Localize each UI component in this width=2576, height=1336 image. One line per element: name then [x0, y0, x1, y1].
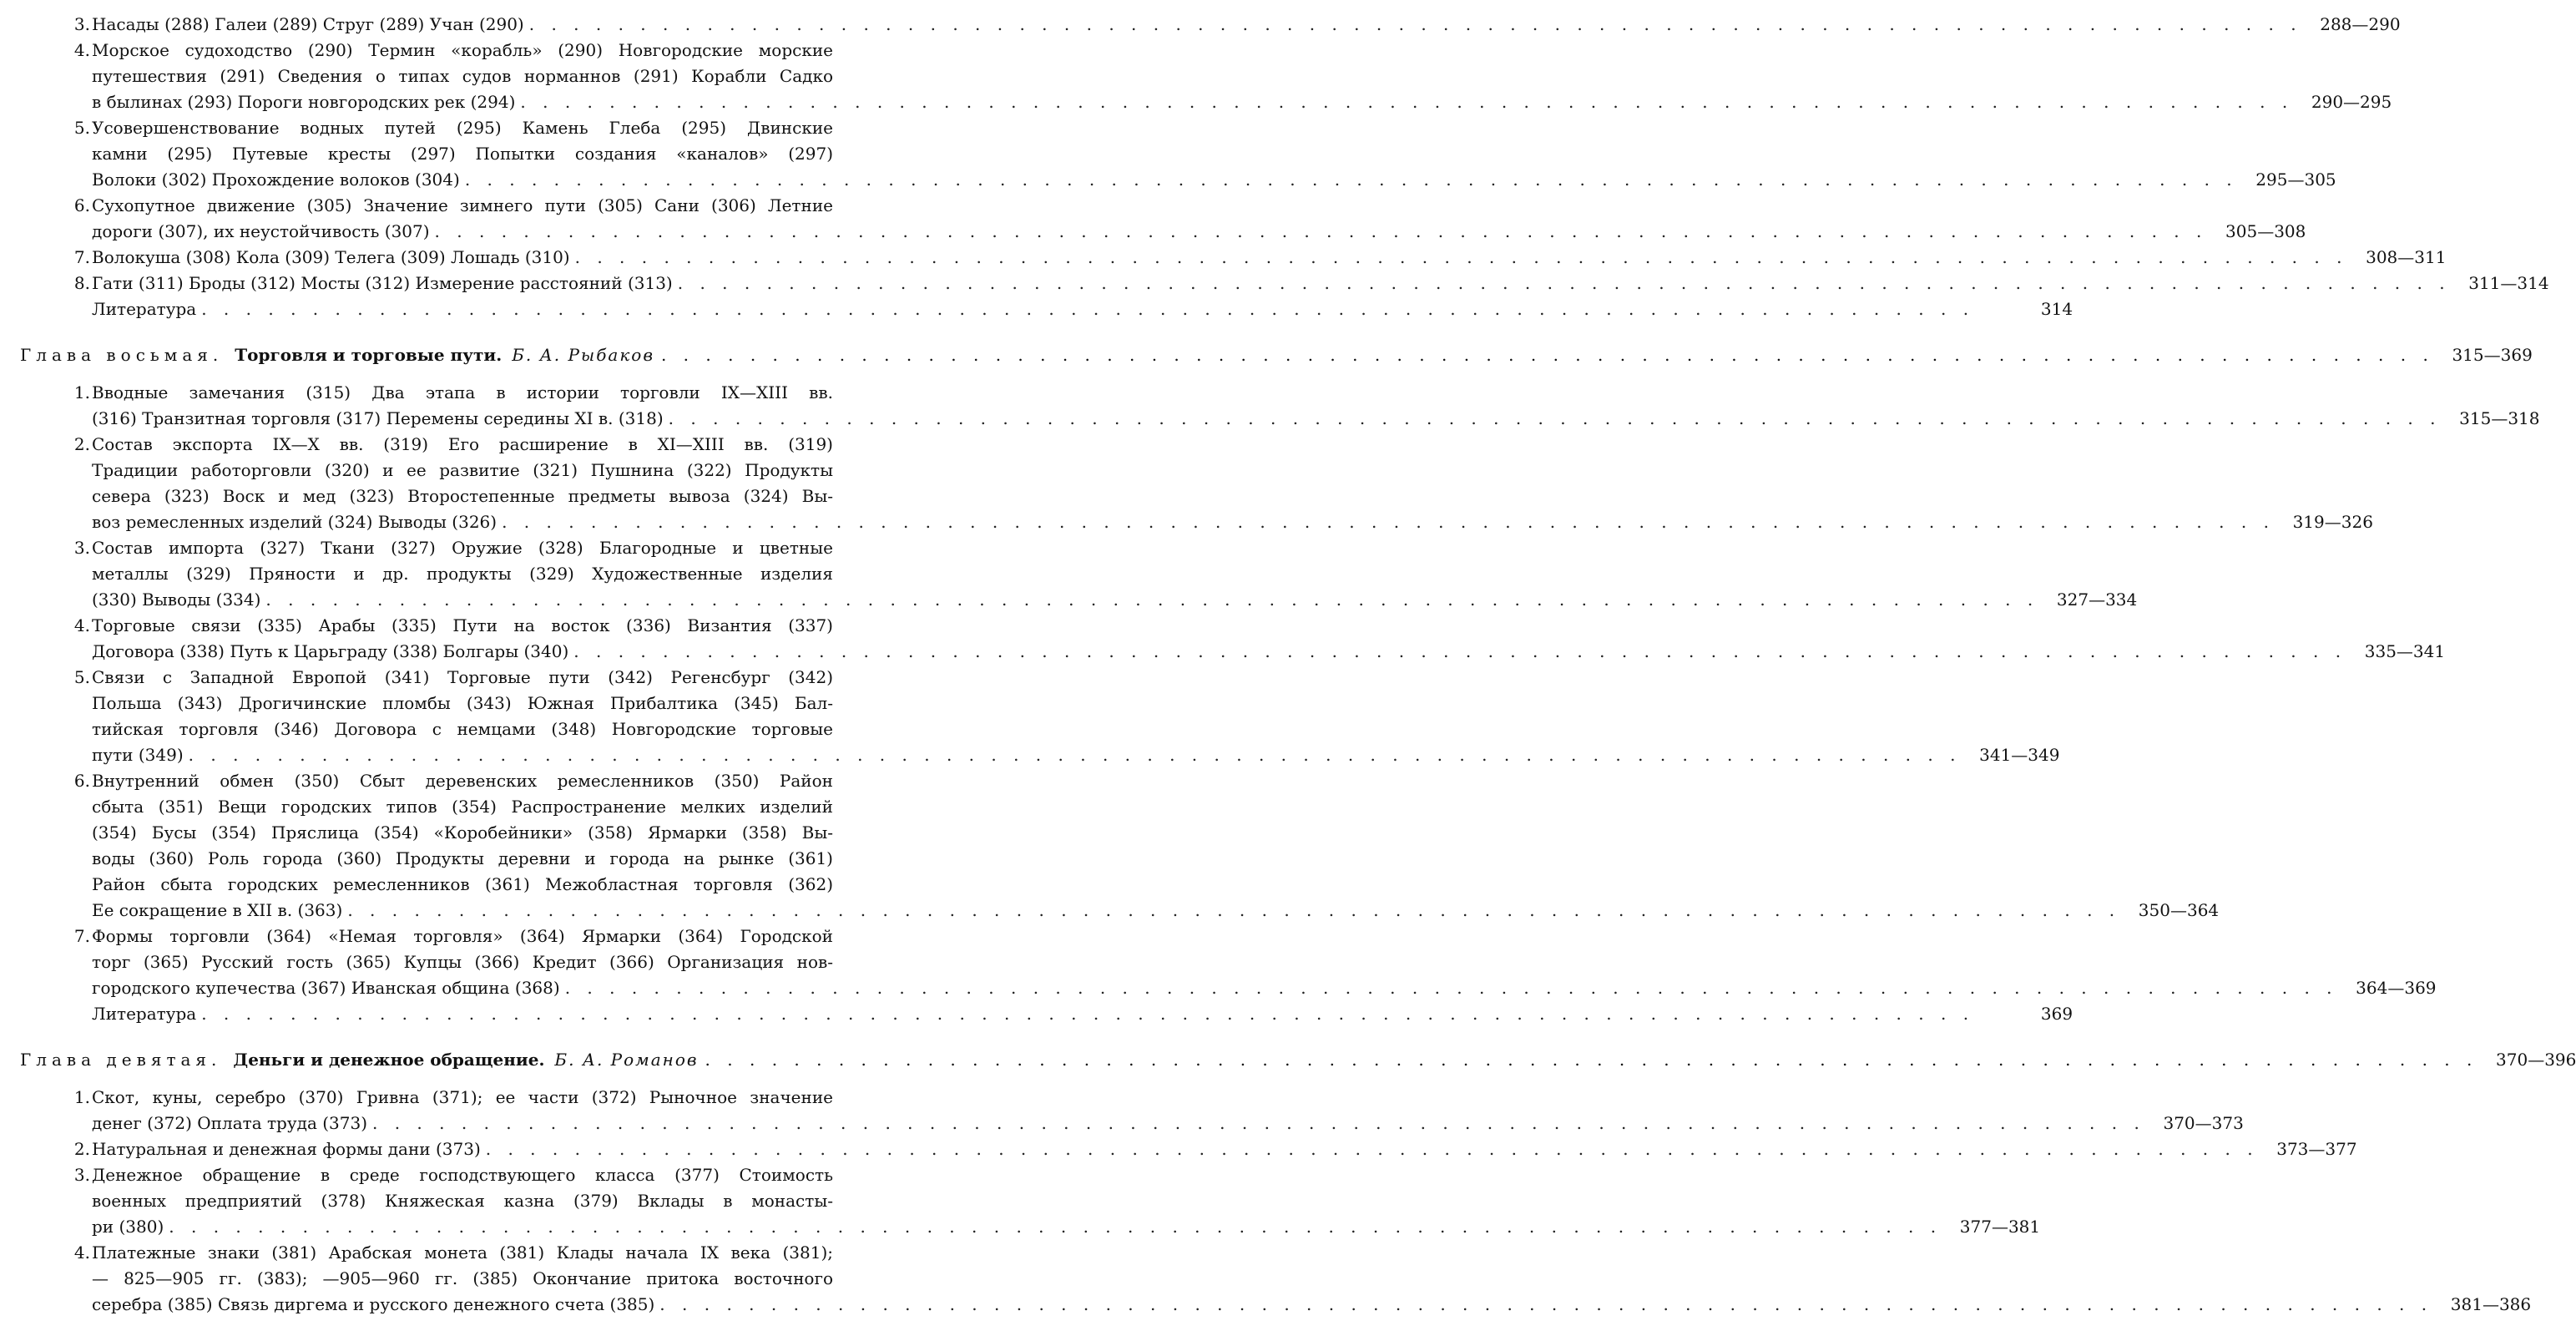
chapter-title: Деньги и денежное обращение.	[233, 1050, 545, 1070]
entry-text	[92, 535, 2138, 613]
entry-text	[92, 380, 2540, 432]
entry-line: денег (372) Оплата труда (373)	[92, 1113, 367, 1133]
entry-number: 8.	[73, 273, 90, 293]
entry-pages: 341—349	[1979, 745, 2060, 765]
dot-leader: . . . . . . . . . . . . . . . . . . . . . . . . . . . . . . . . . . . . . . . . . . . . . . . . . . . . . . . . . . . . . . . . . . . . . . . . . . . . . . . .	[485, 1139, 2259, 1159]
entry-line: Состав экспорта IX—X вв. (319) Его расширение в XI—XIII вв. (319)	[92, 434, 833, 454]
entry-number: 6.	[73, 195, 90, 215]
toc-entry	[65, 924, 2437, 1001]
toc-entry	[65, 271, 2549, 296]
entry-number: 2.	[73, 434, 90, 454]
entry-pages: 319—326	[2292, 512, 2373, 532]
entry-line: Формы торговли (364) «Немая торговля» (364) Ярмарки (364) Городской	[92, 926, 833, 946]
dot-leader: . . . . . . . . . . . . . . . . . . . . . . . . . . . . . . . . . . . . . . . . . . . . . . . . . . . . . . . . . . . . . . . . . . . . . . . . . . . . . . . .	[520, 92, 2294, 112]
entry-number: 3.	[73, 538, 90, 558]
entry-pages: 295—305	[2255, 170, 2336, 190]
entry-line: ри (380)	[92, 1217, 164, 1237]
entry-line: Литература	[92, 299, 197, 319]
entry-line: путешествия (291) Сведения о типах судов норманнов (291) Корабли Садко	[92, 66, 833, 86]
chapter-pages: 315—369	[2452, 345, 2533, 365]
entry-last-line	[92, 406, 2540, 432]
toc-entry	[65, 38, 2392, 115]
entry-text	[92, 1085, 2244, 1136]
toc-entry	[65, 432, 2373, 535]
chapter-heading	[20, 1047, 2576, 1073]
entry-line: городского купечества (367) Иванская община (368)	[92, 978, 560, 998]
entry-number: 6.	[73, 771, 90, 791]
entry-line: Насады (288) Галеи (289) Струг (289) Учан (290)	[92, 14, 524, 34]
chapter-pages: 370—396	[2496, 1050, 2576, 1070]
entry-line: Район сбыта городских ремесленников (361) Межобластная торговля (362)	[92, 874, 833, 894]
chapter-author: Б. А. Рыбаков	[512, 345, 654, 365]
entry-number: 7.	[73, 247, 90, 267]
dot-leader: . . . . . . . . . . . . . . . . . . . . . . . . . . . . . . . . . . . . . . . . . . . . . . . . . . . . . . . . . . . . . . . . . . . . . . . . . . . . . . . .	[464, 170, 2238, 190]
entry-pages: 364—369	[2356, 978, 2437, 998]
entry-line: Внутренний обмен (350) Сбыт деревенских ремесленников (350) Район	[92, 771, 833, 791]
entry-line: Ее сокращение в XII в. (363)	[92, 900, 343, 920]
entry-text	[92, 768, 2220, 924]
chapter-title: Торговля и торговые пути.	[235, 345, 503, 365]
dot-leader: . . . . . . . . . . . . . . . . . . . . . . . . . . . . . . . . . . . . . . . . . . . . . . . . . . . . . . . . . . . . . . . . . . . . . . . . . . . . . . . .	[188, 745, 1962, 765]
dot-leader: . . . . . . . . . . . . . . . . . . . . . . . . . . . . . . . . . . . . . . . . . . . . . . . . . . . . . . . . . . . . . . . . . . . . . . . . . . . . . . . .	[705, 1050, 2478, 1070]
entry-line: воз ремесленных изделий (324) Выводы (326)	[92, 512, 498, 532]
entry-number: 1.	[73, 382, 90, 402]
entry-number: 3.	[73, 1165, 90, 1185]
entry-line: Договора (338) Путь к Царьграду (338) Болгары (340)	[92, 641, 569, 661]
entry-last-line	[92, 1292, 2532, 1318]
spacer	[0, 368, 967, 380]
entry-last-line	[92, 639, 2446, 665]
toc-entry	[65, 245, 2447, 271]
toc-entry	[65, 380, 2540, 432]
entry-line: металлы (329) Пряности и др. продукты (329) Художественные изделия	[92, 564, 833, 584]
entry-last-line	[92, 167, 2336, 193]
toc-entry	[65, 12, 2401, 38]
entry-line: севера (323) Воск и мед (323) Второстепенные предметы вывоза (324) Вы-	[92, 486, 833, 506]
entry-line: сбыта (351) Вещи городских типов (354) Распространение мелких изделий	[92, 797, 833, 817]
entry-line: Волоки (302) Прохождение волоков (304)	[92, 170, 460, 190]
dot-leader: . . . . . . . . . . . . . . . . . . . . . . . . . . . . . . . . . . . . . . . . . . . . . . . . . . . . . . . . . . . . . . . . . . . . . . . . . . . . . . . .	[169, 1217, 1942, 1237]
entry-last-line	[92, 245, 2447, 271]
dot-leader: . . . . . . . . . . . . . . . . . . . . . . . . . . . . . . . . . . . . . . . . . . . . . . . . . . . . . . . . . . . . . . . . . . . . . . . . . . . . . . . .	[564, 978, 2338, 998]
entry-pages: 369	[2040, 1004, 2073, 1024]
entry-last-line	[92, 219, 2306, 245]
entry-text	[92, 432, 2373, 535]
dot-leader: . . . . . . . . . . . . . . . . . . . . . . . . . . . . . . . . . . . . . . . . . . . . . . . . . . . . . . . . . . . . . . . . . . . . . . . . . . . . . . . .	[434, 221, 2208, 241]
entry-line: — 825—905 гг. (383); —905—960 гг. (385) Окончание притока восточного	[92, 1268, 833, 1288]
entry-pages: 290—295	[2311, 92, 2392, 112]
spacer	[0, 1073, 967, 1085]
toc-entry	[65, 1001, 2073, 1027]
toc-entry	[65, 115, 2336, 193]
toc-entry	[65, 1136, 2357, 1162]
entry-line: в былинах (293) Пороги новгородских рек (294)	[92, 92, 516, 112]
dot-leader: . . . . . . . . . . . . . . . . . . . . . . . . . . . . . . . . . . . . . . . . . . . . . . . . . . . . . . . . . . . . . . . . . . . . . . . . . . . . . . . .	[659, 1294, 2433, 1314]
entry-pages: 314	[2040, 299, 2073, 319]
entry-number: 4.	[73, 1242, 90, 1263]
entry-line: Платежные знаки (381) Арабская монета (381) Клады начала IX века (381);	[92, 1242, 833, 1263]
entry-last-line	[92, 975, 2437, 1001]
entry-pages: 315—318	[2459, 408, 2540, 428]
entry-line: Скот, куны, серебро (370) Гривна (371); ее части (372) Рыночное значение	[92, 1087, 833, 1107]
entry-line: тийская торговля (346) Договора с немцами (348) Новгородские торговые	[92, 719, 833, 739]
entry-line: Вводные замечания (315) Два этапа в истории торговли IX—XIII вв.	[92, 382, 833, 402]
toc-entry	[65, 1085, 2244, 1136]
entry-line: торг (365) Русский гость (365) Купцы (366) Кредит (366) Организация нов-	[92, 952, 833, 972]
toc-entry	[65, 665, 2060, 768]
dot-leader: . . . . . . . . . . . . . . . . . . . . . . . . . . . . . . . . . . . . . . . . . . . . . . . . . . . . . . . . . . . . . . . . . . . . . . . . . . . . . . . .	[201, 299, 1975, 319]
entry-line: дороги (307), их неустойчивость (307)	[92, 221, 430, 241]
entry-pages: 288—290	[2320, 14, 2401, 34]
toc-entry	[65, 535, 2138, 613]
chapter-label: Глава восьмая.	[20, 345, 224, 365]
entry-text	[92, 38, 2392, 115]
chapter-heading	[20, 342, 2533, 368]
entry-line: камни (295) Путевые кресты (297) Попытки создания «каналов» (297)	[92, 144, 833, 164]
entry-line: Польша (343) Дрогичинские пломбы (343) Южная Прибалтика (345) Бал-	[92, 693, 833, 713]
entry-line: (354) Бусы (354) Пряслица (354) «Коробейники» (358) Ярмарки (358) Вы-	[92, 822, 833, 843]
entry-pages: 305—308	[2225, 221, 2306, 241]
entry-line: Состав импорта (327) Ткани (327) Оружие (328) Благородные и цветные	[92, 538, 833, 558]
entry-line: Натуральная и денежная формы дани (373)	[92, 1139, 481, 1159]
entry-last-line	[92, 1111, 2244, 1136]
toc-entry	[65, 1240, 2532, 1318]
entry-line: Волокуша (308) Кола (309) Телега (309) Лошадь (310)	[92, 247, 570, 267]
entry-line: Морское судоходство (290) Термин «корабль» (290) Новгородские морские	[92, 40, 833, 60]
entry-number: 7.	[73, 926, 90, 946]
entry-last-line	[92, 509, 2373, 535]
dot-leader: . . . . . . . . . . . . . . . . . . . . . . . . . . . . . . . . . . . . . . . . . . . . . . . . . . . . . . . . . . . . . . . . . . . . . . . . . . . . . . . .	[265, 590, 2039, 610]
entry-line: пути (349)	[92, 745, 184, 765]
entry-pages: 373—377	[2276, 1139, 2357, 1159]
chapter-label: Глава девятая.	[20, 1050, 222, 1070]
entry-line: Денежное обращение в среде господствующего класса (377) Стоимость	[92, 1165, 833, 1185]
entry-line: Гати (311) Броды (312) Мосты (312) Измерение расстояний (313)	[92, 273, 673, 293]
entry-text	[92, 271, 2549, 296]
dot-leader: . . . . . . . . . . . . . . . . . . . . . . . . . . . . . . . . . . . . . . . . . . . . . . . . . . . . . . . . . . . . . . . . . . . . . . . . . . . . . . . .	[372, 1113, 2145, 1133]
entry-last-line	[92, 587, 2138, 613]
entry-line: (316) Транзитная торговля (317) Перемены середины XI в. (318)	[92, 408, 664, 428]
dot-leader: . . . . . . . . . . . . . . . . . . . . . . . . . . . . . . . . . . . . . . . . . . . . . . . . . . . . . . . . . . . . . . . . . . . . . . . . . . . . . . . .	[201, 1004, 1975, 1024]
entry-line: военных предприятий (378) Княжеская казна (379) Вклады в монасты-	[92, 1191, 833, 1211]
entry-line: Торговые связи (335) Арабы (335) Пути на восток (336) Византия (337)	[92, 615, 833, 635]
entry-last-line	[92, 89, 2392, 115]
entry-text	[92, 613, 2446, 665]
dot-leader: . . . . . . . . . . . . . . . . . . . . . . . . . . . . . . . . . . . . . . . . . . . . . . . . . . . . . . . . . . . . . . . . . . . . . . . . . . . . . . . .	[347, 900, 2121, 920]
entry-last-line	[92, 898, 2220, 924]
entry-last-line	[92, 1214, 2041, 1240]
entry-last-line	[92, 296, 2073, 322]
entry-text	[92, 1240, 2532, 1318]
entry-last-line	[92, 12, 2401, 38]
entry-number: 4.	[73, 615, 90, 635]
entry-last-line	[92, 271, 2549, 296]
entry-line: воды (360) Роль города (360) Продукты деревни и города на рынке (361)	[92, 848, 833, 868]
entry-line: Связи с Западной Европой (341) Торговые пути (342) Регенсбург (342)	[92, 667, 833, 687]
entry-text	[92, 924, 2437, 1001]
chapter-author: Б. А. Романов	[554, 1050, 699, 1070]
entry-number: 5.	[73, 667, 90, 687]
entry-text	[92, 193, 2306, 245]
entry-last-line	[92, 1001, 2073, 1027]
toc-entry	[65, 1162, 2041, 1240]
entry-number: 4.	[73, 40, 90, 60]
entry-text	[92, 1162, 2041, 1240]
entry-line: Традиции работорговли (320) и ее развитие (321) Пушнина (322) Продукты	[92, 460, 833, 480]
entry-pages: 311—314	[2468, 273, 2549, 293]
entry-line: Сухопутное движение (305) Значение зимнего пути (305) Сани (306) Летние	[92, 195, 833, 215]
dot-leader: . . . . . . . . . . . . . . . . . . . . . . . . . . . . . . . . . . . . . . . . . . . . . . . . . . . . . . . . . . . . . . . . . . . . . . . . . . . . . . . .	[502, 512, 2275, 532]
entry-pages: 377—381	[1959, 1217, 2041, 1237]
entry-number: 2.	[73, 1139, 90, 1159]
toc-entry	[65, 193, 2306, 245]
entry-number: 1.	[73, 1087, 90, 1107]
dot-leader: . . . . . . . . . . . . . . . . . . . . . . . . . . . . . . . . . . . . . . . . . . . . . . . . . . . . . . . . . . . . . . . . . . . . . . . . . . . . . . . .	[528, 14, 2302, 34]
dot-leader: . . . . . . . . . . . . . . . . . . . . . . . . . . . . . . . . . . . . . . . . . . . . . . . . . . . . . . . . . . . . . . . . . . . . . . . . . . . . . . . .	[573, 641, 2347, 661]
entry-text	[92, 245, 2447, 271]
dot-leader: . . . . . . . . . . . . . . . . . . . . . . . . . . . . . . . . . . . . . . . . . . . . . . . . . . . . . . . . . . . . . . . . . . . . . . . . . . . . . . . .	[668, 408, 2442, 428]
dot-leader: . . . . . . . . . . . . . . . . . . . . . . . . . . . . . . . . . . . . . . . . . . . . . . . . . . . . . . . . . . . . . . . . . . . . . . . . . . . . . . . .	[574, 247, 2348, 267]
entry-pages: 327—334	[2056, 590, 2138, 610]
entry-pages: 308—311	[2366, 247, 2447, 267]
entry-text	[92, 115, 2336, 193]
entry-pages: 381—386	[2450, 1294, 2532, 1314]
toc-entry	[65, 613, 2446, 665]
entry-pages: 370—373	[2163, 1113, 2244, 1133]
entry-pages: 350—364	[2138, 900, 2220, 920]
toc-entry	[65, 296, 2073, 322]
entry-text	[92, 12, 2401, 38]
entry-pages: 335—341	[2364, 641, 2446, 661]
dot-leader: . . . . . . . . . . . . . . . . . . . . . . . . . . . . . . . . . . . . . . . . . . . . . . . . . . . . . . . . . . . . . . . . . . . . . . . . . . . . . . . .	[677, 273, 2451, 293]
entry-number: 5.	[73, 118, 90, 138]
toc-entry	[65, 768, 2220, 924]
entry-text	[92, 665, 2060, 768]
entry-last-line	[92, 742, 2060, 768]
spacer	[0, 1027, 967, 1047]
entry-line: Литература	[92, 1004, 197, 1024]
dot-leader: . . . . . . . . . . . . . . . . . . . . . . . . . . . . . . . . . . . . . . . . . . . . . . . . . . . . . . . . . . . . . . . . . . . . . . . . . . . . . . . .	[660, 345, 2434, 365]
entry-text	[92, 1001, 2073, 1027]
entry-line: (330) Выводы (334)	[92, 590, 261, 610]
entry-line: Усовершенствование водных путей (295) Камень Глеба (295) Двинские	[92, 118, 833, 138]
entry-text	[92, 1136, 2357, 1162]
entry-number: 3.	[73, 14, 90, 34]
entry-last-line	[92, 1136, 2357, 1162]
entry-text	[92, 296, 2073, 322]
entry-line: серебра (385) Связь диргема и русского денежного счета (385)	[92, 1294, 655, 1314]
spacer	[0, 322, 967, 342]
